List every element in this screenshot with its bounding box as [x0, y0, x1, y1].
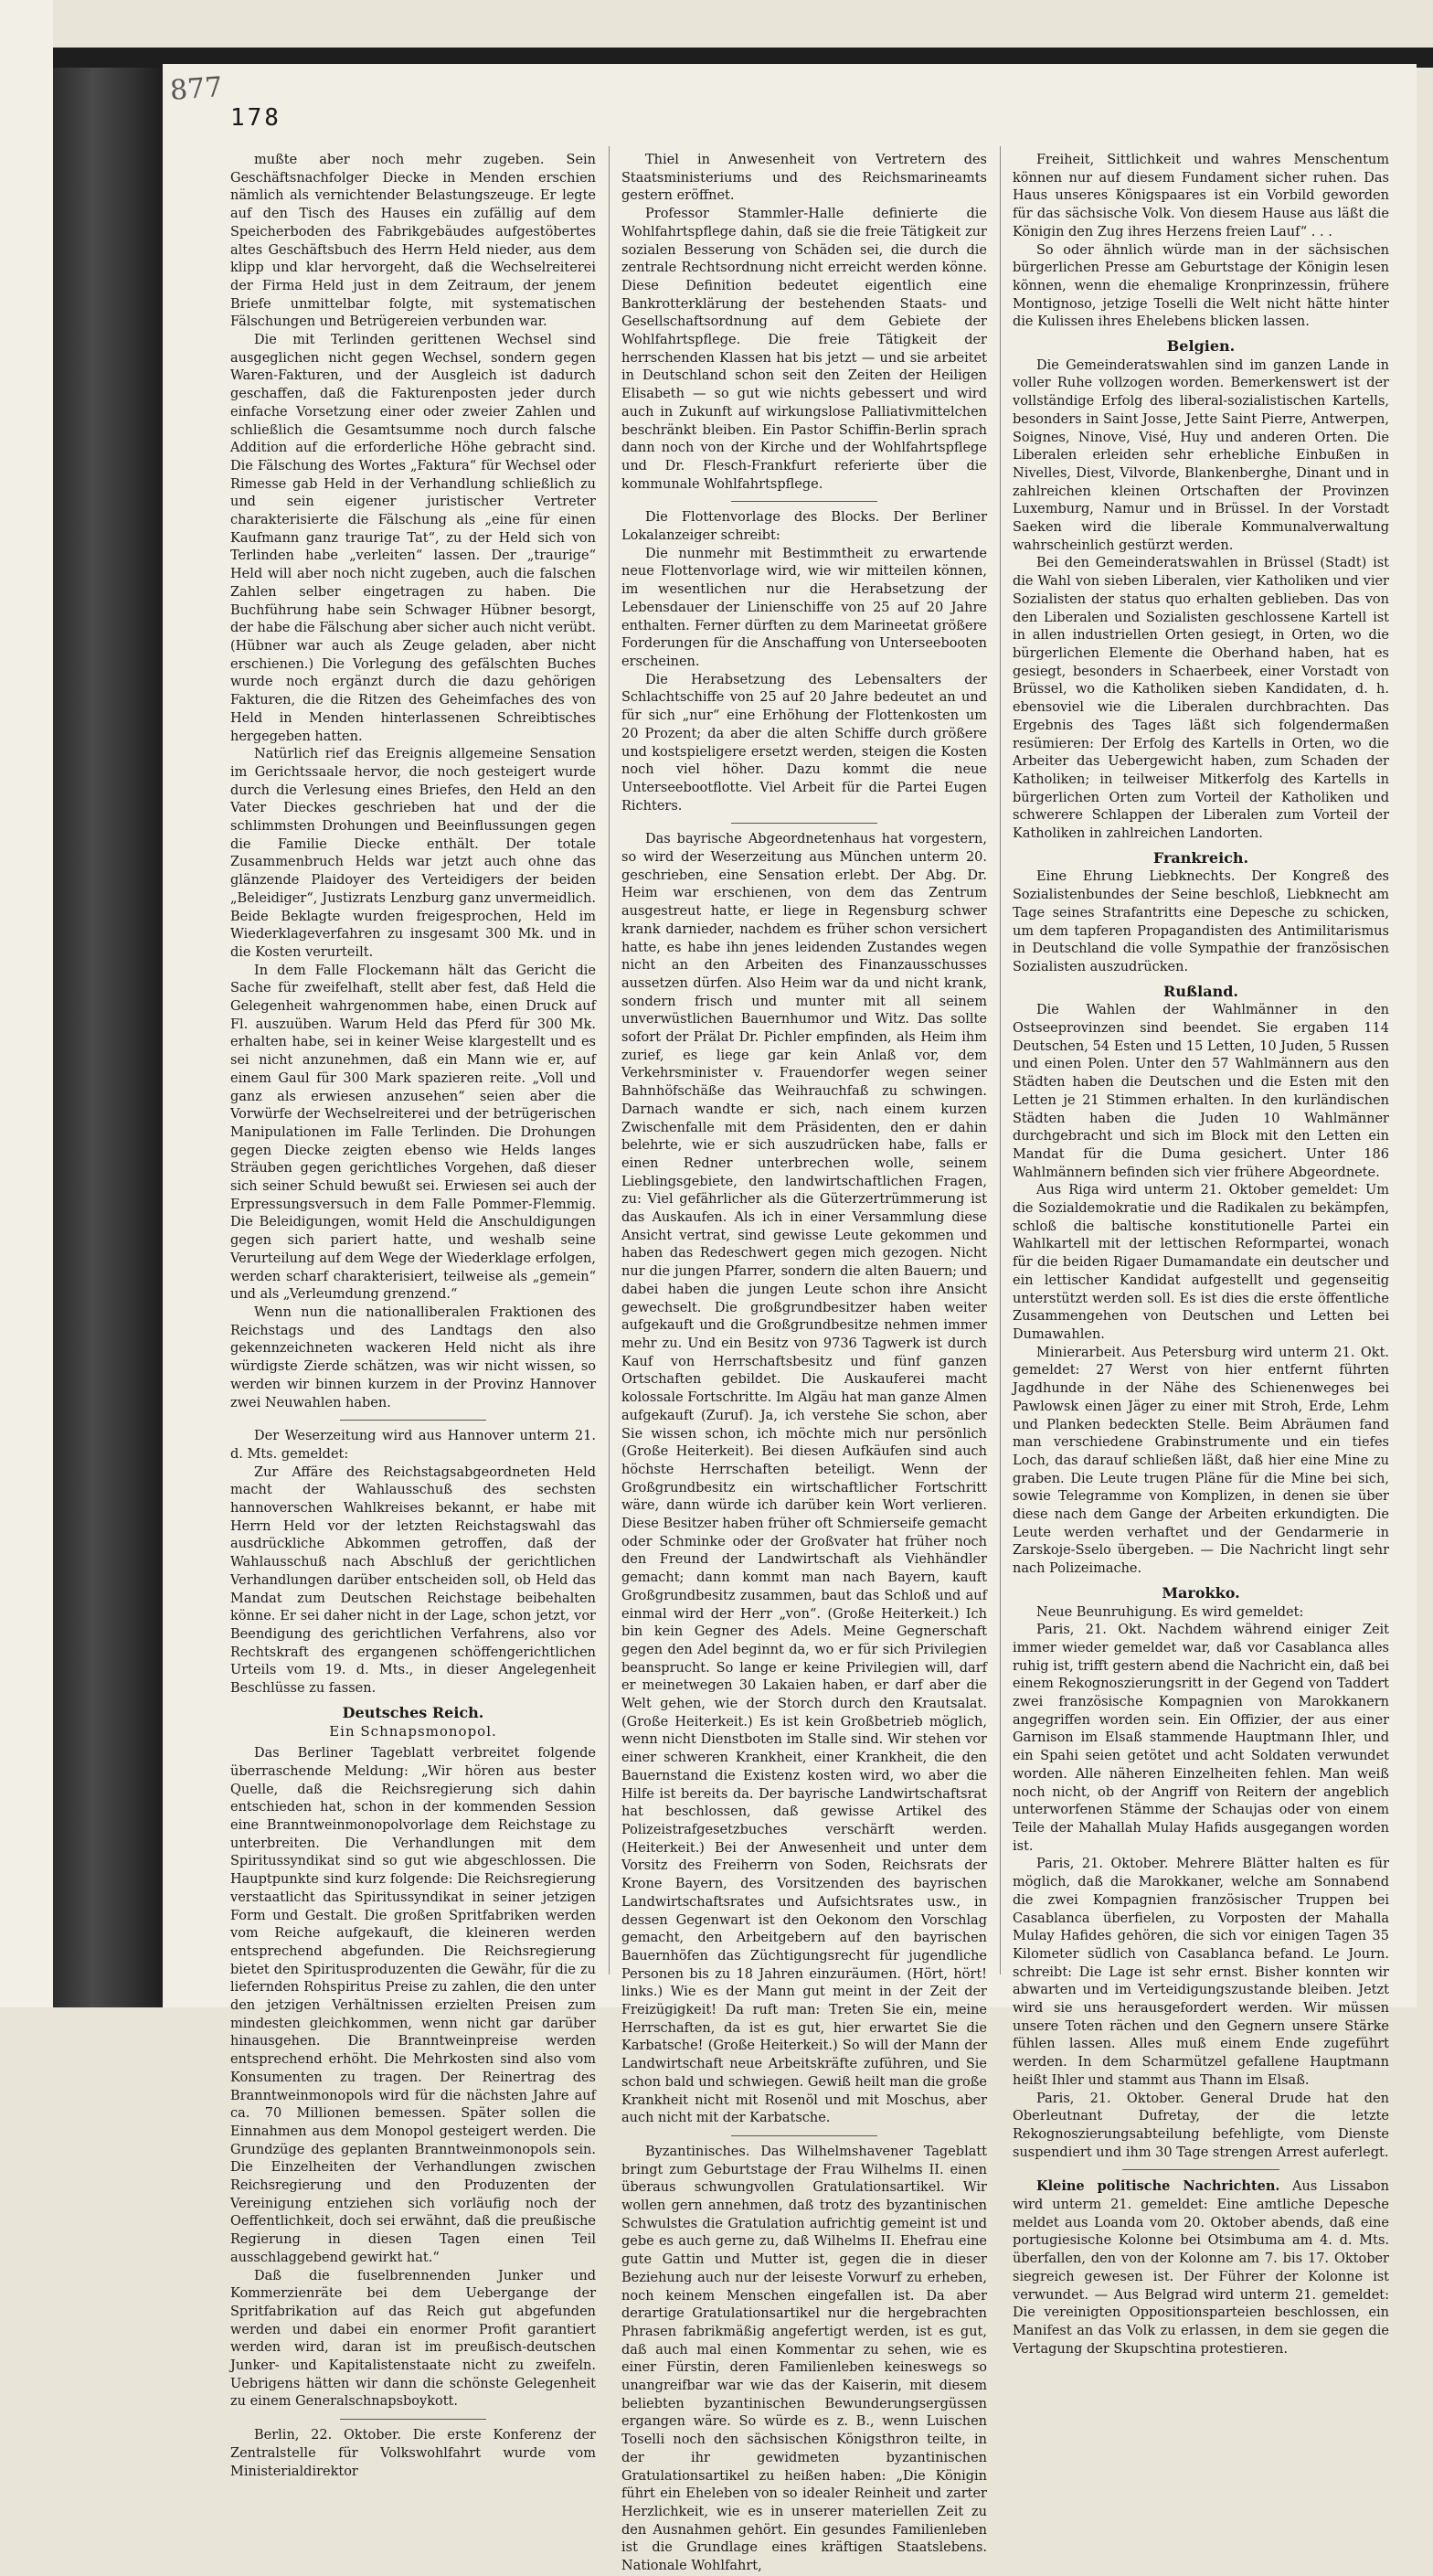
- paragraph: Eine Ehrung Liebknechts. Der Kongreß des Sozialistenbundes der Seine beschloß, Liebknecht am Tage seines Strafantritts eine Depesche zu schicken, um dem tapferen Propagandisten des Antimilitarismus in Deutschland die volle Sympathie der französischen Sozialisten auszudrücken.: [1013, 869, 1389, 974]
- separator: [340, 2419, 486, 2420]
- column-2: [621, 152, 987, 2574]
- paragraph: Die mit Terlinden gerittenen Wechsel sind ausgeglichen nicht gegen Wechsel, sondern gegen Waren-Fakturen, und der Ausgleich ist dadurch geschaffen, daß die Fakturenposten jeder durch einfache Vorsetzung einer oder zweier Zahlen und schließlich die Gesamtsumme noch durch falsche Addition auf die erforderliche Höhe gebracht sind. Die Fälschung des Wortes „Faktura“ für Wechsel oder Rimesse gab Held in der Verhandlung schließlich zu und sein eigener juristischer Vertreter charakterisierte die Fälschung als „eine für einen Kaufmann ganz traurige Tat“, zu der Held sich von Terlinden habe „verleiten“ lassen. Der „traurige“ Held will aber noch nicht zugeben, auch die falschen Zahlen selber eingetragen zu haben. Die Buchführung habe sein Schwager Hübner besorgt, der habe die Fälschung aber sicher auch nicht verübt. (Hübner war auch als Zeuge geladen, aber nicht erschienen.) Die Vorlegung des gefälschten Buches wurde noch ergänzt durch die dazu gehörigen Fakturen, die die Ritzen des Geheimfaches des von Held in Menden hinterlassenen Schreibtisches hergegeben hatten.: [230, 333, 596, 744]
- kleine-nachrichten-text: Aus Lissabon wird unterm 21. gemeldet: Eine amtliche Depesche meldet aus Loanda vom 20. Oktober abends, daß eine portugiesische Kolonne bei Otsimbuma am 4. d. Mts. überfallen, den von der Kolonne am 7. bis 17. Oktober siegreich gewesen ist. Der Führer der Kolonne ist verwundet. — Aus Belgrad wird unterm 21. gemeldet: Die vereinigten Oppositionsparteien beschlossen, ein Manifest an das Volk zu erlassen, in dem sie gegen die Vertagung der Skupschtina protestieren.: [1013, 2179, 1389, 2357]
- section-heading-russland: Rußland.: [1163, 982, 1238, 1000]
- paragraph: Zur Affäre des Reichstagsabgeordneten Held macht der Wahlausschuß des sechsten hannoverschen Wahlkreises bekannt, er habe mit Herrn Held vor der letzten Reichstagswahl das ausdrückliche Abkommen getroffen, daß der Wahlausschuß nach Abschluß der gerichtlichen Verhandlungen darüber entscheiden soll, ob Held das Mandat zum Deutschen Reichstage beibehalten könne. Er sei daher nicht in der Lage, schon jetzt, vor Beendigung des gerichtlichen Verfahrens, also vor Rechtskraft des ergangenen schöffengerichtlichen Urteils vom 19. d. Mts., in dieser Angelegenheit Beschlüsse zu fassen.: [230, 1464, 596, 1697]
- book-spine: [53, 66, 166, 2007]
- section-heading-marokko: Marokko.: [1162, 1583, 1240, 1602]
- paragraph: Minierarbeit. Aus Petersburg wird unterm 21. Okt. gemeldet: 27 Werst von hier entfernt führten Jagdhunde in der Nähe des Schienenweges bei Pawlowsk einen Jäger zu einer mit Stroh, Erde, Lehm und Planken bedeckten Stelle. Beim Abräumen fand man verschiedene Grabinstrumente und ein tiefes Loch, das darauf schließen läßt, daß hier eine Mine zu graben. Die Leute trugen Pläne für die Mine bei sich, sowie Telegramme von Komplizen, in denen sie über diese nach dem Gange der Arbeiten erkundigten. Die Leute werden verhaftet und der Gendarmerie in Zarskoje-Sselo übergeben. — Die Nachricht lingt sehr nach Polizeimache.: [1013, 1345, 1389, 1577]
- paragraph: Daß die fuselbrennenden Junker und Kommerzienräte bei dem Uebergange der Spritfabrikation auf das Reich gut abgefunden werden und dabei ein enormer Profit garantiert werden wird, daran ist im preußisch-deutschen Junker- und Kapitalistenstaate nicht zu zweifeln. Uebrigens hätten wir dann die schönste Gelegenheit zu einem Generalschnapsboykott.: [230, 2268, 596, 2410]
- article-subheading: Ein Schnapsmonopol.: [329, 1723, 497, 1740]
- paragraph: Neue Beunruhigung. Es wird gemeldet:: [1036, 1604, 1304, 1620]
- paragraph-kleine-nachrichten: [1013, 2177, 1389, 2358]
- paragraph: mußte aber noch mehr zugeben. Sein Geschäftsnachfolger Diecke in Menden erschien nämlich als vernichtender Belastungszeuge. Er legte auf den Tisch des Hauses ein zufällig auf dem Speicherboden des Fabrikgebäudes aufgestöbertes altes Geschäftsbuch des Herrn Held nieder, aus dem klipp und klar hervorgeht, daß die Wechselreiterei der Firma Held just in dem Zeitraum, der jenem Briefe unmittelbar folgte, mit systematischen Fälschungen und Betrügereien verbunden war.: [230, 153, 596, 330]
- separator: [340, 1420, 486, 1421]
- paragraph: Natürlich rief das Ereignis allgemeine Sensation im Gerichtssaale hervor, die noch gesteigert wurde durch die Verlesung eines Briefes, den Held an den Vater Dieckes geschrieben hat und der die schlimmsten Drohungen und Beeinflussungen gegen die Familie Diecke enthält. Der totale Zusammenbruch Helds war jetzt auch ohne das glänzende Plaidoyer des Verteidigers der beiden „Beleidiger“, Justizrats Lenzburg ganz unvermeidlich. Beide Beklagte wurden freigesprochen, Held im Wiederklageverfahren zu insgesamt 300 Mk. und in die Kosten verurteilt.: [230, 747, 596, 960]
- paragraph: Paris, 21. Okt. Nachdem während einiger Zeit immer wieder gemeldet war, daß vor Casablanca alles ruhig ist, trifft gestern abend die Nachricht ein, daß bei einem Rekognoszierungsritt in der Gegend von Taddert zwei französische Kompagnien von Marokkanern angegriffen worden sein. Ein Offizier, der aus einer Garnison im Elsaß stammende Hauptmann Ihler, und ein Spahi seien getötet und acht Soldaten verwundet worden. Alle näheren Einzelheiten fehlen. Man weiß noch nicht, ob der Angriff von Reitern der angeblich unterworfenen Stämme der Schaujas oder von einem Teile der Mahallah Mulay Hafids ausgegangen worden ist.: [1013, 1623, 1389, 1854]
- section-heading-frankreich: Frankreich.: [1152, 848, 1249, 867]
- margin-annotation: 877: [168, 71, 224, 107]
- paragraph: Die Flottenvorlage des Blocks. Der Berliner Lokalanzeiger schreibt:: [621, 510, 987, 544]
- separator: [731, 2135, 877, 2136]
- paragraph: Die Herabsetzung des Lebensalters der Schlachtschiffe von 25 auf 20 Jahre bedeutet an und für sich „nur“ eine Erhöhung der Flottenkosten um 20 Prozent; da aber die alten Schiffe durch größere und kostspieligere ersetzt werden, steigen die Kosten noch viel höher. Dazu kommt die neue Unterseebootflotte. Viel Arbeit für die Partei Eugen Richters.: [621, 672, 987, 814]
- column-rule-2: [1000, 146, 1001, 1975]
- paragraph: Byzantinisches. Das Wilhelmshavener Tageblatt bringt zum Geburtstage der Frau Wilhelms II. einen überaus schwungvollen Gratulationsartikel. Wir wollen gern annehmen, daß trotz des byzantinischen Schwulstes die Gratulation aufrichtig gemeint ist und gebe es auch gerne zu, daß Wilhelms II. Ehefrau eine gute Gattin und Mutter ist, gegen die in dieser Beziehung auch nur der leiseste Vorwurf zu erheben, noch keinem Menschen eingefallen ist. Da aber derartige Gratulationsartikel nur die hergebrachten Phrasen fabrikmäßig angefertigt werden, ist es gut, daß auch mal einen Kommentar zu sehen, wie es einer Fürstin, deren Familienleben keineswegs so unangreifbar war wie das der Kaiserin, mit diesem beliebten byzantinischen Bewunderungsergüssen ergangen wäre. So würde es z. B., wenn Luischen Toselli noch den sächsischen Königsthron teilte, in der ihr gewidmeten byzantinischen Gratulationsartikel zu heißen haben: „Die Königin führt ein Eheleben von so idealer Reinheit und zarter Herzlichkeit, wie es in unserer materiellen Zeit zu den Ausnahmen gehört. Ein gesundes Familienleben ist die Grundlage eines kräftigen Staatslebens. Nationale Wohlfahrt,: [621, 2144, 987, 2574]
- paragraph: Das Berliner Tageblatt verbreitet folgende überraschende Meldung: „Wir hören aus bester Quelle, daß die Reichsregierung sich dahin entschieden hat, schon in der kommenden Session eine Branntweinmonopolvorlage dem Reichstage zu unterbreiten. Die Verhandlungen mit dem Spiritussyndikat sind so gut wie abgeschlossen. Die Hauptpunkte sind kurz folgende: Die Reichsregierung verstaatlicht das Spiritussyndikat in seiner jetzigen Form und Gestalt. Die großen Spritfabriken werden vom Reiche aufgekauft, die kleineren werden entsprechend abgefunden. Die Reichsregierung bietet den Spiritusproduzenten die Gewähr, für die zu liefernden Rohspiritus Preise zu zahlen, die den unter den jetzigen Verhältnissen erzielten Preisen zum mindesten gleichkommen, wenn nicht gar darüber hinausgehen. Die Branntweinpreise werden entsprechend erhöht. Die Mehrkosten sind also vom Konsumenten zu tragen. Der Reinertrag des Branntweinmonopols wird für die nächsten Jahre auf ca. 70 Millionen bemessen. Später sollen die Einnahmen aus dem Monopol gesteigert werden. Die Grundzüge des geplanten Branntweinmonopols sein. Die Einzelheiten der Verhandlungen zwischen Reichsregierung und den Produzenten der Vereinigung entziehen sich vorläufig noch der Oeffentlichkeit, doch sei erwähnt, daß die preußische Regierung in diesen Tagen einen Teil ausschlaggebend gewirkt hat.“: [230, 1746, 596, 2265]
- paragraph: Die Gemeinderatswahlen sind im ganzen Lande in voller Ruhe vollzogen worden. Bemerkenswert ist der vollständige Erfolg des liberal-sozialistischen Kartells, besonders in Saint Josse, Jette Saint Pierre, Antwerpen, Soignes, Ninove, Visé, Huy und anderen Orten. Die Liberalen erleiden sehr erhebliche Einbußen in Nivelles, Diest, Vilvorde, Blankenberghe, Dinant und in zahlreichen kleinen Ortschaften der Provinzen Luxemburg, Namur und in Brüssel. In der Vorstadt Saeken wird die liberale Kommunalverwaltung wahrscheinlich gestürzt werden.: [1013, 357, 1389, 553]
- paragraph: Paris, 21. Oktober. General Drude hat den Oberleutnant Dufretay, der die letzte Rekognoszierungsabteilung befehligte, vom Dienste suspendiert und ihm 30 Tage strengen Arrest auferlegt.: [1013, 2091, 1389, 2160]
- kleine-nachrichten-heading: Kleine politische Nachrichten.: [1036, 2178, 1280, 2195]
- column-3: [1013, 152, 1389, 2357]
- section-heading-belgien: Belgien.: [1166, 337, 1236, 356]
- separator: [1122, 2169, 1279, 2170]
- paragraph: Der Weserzeitung wird aus Hannover unterm 21. d. Mts. gemeldet:: [230, 1429, 596, 1462]
- paragraph: Bei den Gemeinderatswahlen in Brüssel (Stadt) ist die Wahl von sieben Liberalen, vier Katholiken und vier Sozialisten der status quo erhalten geblieben. Das von den Liberalen und Sozialisten geschlossene Kartell ist in allen industriellen Orten gesiegt, in Orten, wo die bürgerlichen Elemente die Oberhand haben, hat es gesiegt, besonders in Schaerbeek, einer Vorstadt von Brüssel, wo die Katholiken sieben Kandidaten, d. h. ebensoviel wie die Liberalen durchbrachten. Das Ergebnis des Tages läßt sich folgendermaßen resümieren: Der Erfolg des Kartells in Orten, wo die Arbeiter das Uebergewicht haben, zum Schaden der Katholiken; in teilweiser Mitkerfolg des Kartells in bürgerlichen Orten zum Vorteil der Katholiken und schwerere Schlappen der Liberalen zum Vorteil der Katholiken in zahlreichen Landorten.: [1013, 556, 1389, 842]
- paragraph: In dem Falle Flockemann hält das Gericht die Sache für zweifelhaft, stellt aber fest, daß Held die Gelegenheit wahrgenommen habe, einen Druck auf Fl. auszuüben. Warum Held das Pferd für 300 Mk. erhalten habe, sei in keiner Weise klargestellt und es sei nicht anzunehmen, daß ein Mann wie er, auf einem Gaul für 300 Mark spazieren reite. „Voll und ganz als erwiesen anzusehen“ seien aber die Vorwürfe der Wechselreiterei und der betrügerischen Manipulationen im Falle Terlinden. Die Drohungen gegen Diecke zeigten ebenso wie Helds langes Sträuben gegen gerichtliches Vorgehen, daß dieser sich seiner Schuld bewußt sei. Erwiesen sei auch der Erpressungsversuch in dem Falle Pommer-Flemmig. Die Beleidigungen, womit Held die Anschuldigungen gegen sich pariert hatte, und weshalb seine Verurteilung auf dem Wege der Wiederklage erfolgen, werden scharf charakterisiert, teilweise als „gemein“ und als „Verleumdung grenzend.“: [230, 963, 596, 1303]
- page-number: 178: [230, 104, 281, 132]
- paragraph: Wenn nun die nationalliberalen Fraktionen des Reichstags und des Landtags den also gekennzeichneten wackeren Held nicht als ihre würdigste Zierde schätzen, was wir nicht wissen, so werden wir binnen kurzem in der Provinz Hannover zwei Neuwahlen haben.: [230, 1305, 596, 1410]
- paragraph: Paris, 21. Oktober. Mehrere Blätter halten es für möglich, daß die Marokkaner, welche am Sonnabend die zwei Kompagnien französischer Truppen bei Casablanca überfielen, zu Vorposten der Mahalla Mulay Hafides gehören, die sich vor einigen Tagen 35 Kilometer südlich von Casablanca befand. Le Journ. schreibt: Die Lage ist sehr ernst. Bisher konnten wir abwarten und im Verteidigungszustande bleiben. Jetzt wird sie uns herausgefordert werden. Wir müssen unsere Toten rächen und den Gegnern unsere Stärke fühlen lassen. Alles muß einem Ende zugeführt werden. In dem Scharmützel gefallene Hauptmann heißt Ihler und stammt aus Thann im Elsaß.: [1013, 1857, 1389, 2088]
- section-heading-deutsches-reich: Deutsches Reich.: [342, 1703, 484, 1721]
- paragraph: Aus Riga wird unterm 21. Oktober gemeldet: Um die Sozialdemokratie und die Radikalen zu bekämpfen, schloß die baltische konstitutionelle Partei ein Wahlkartell mit der lettischen Reformpartei, wonach für die beiden Rigaer Dumamandate ein deutscher und ein lettischer Kandidat aufgestellt und gegenseitig unterstützt werden soll. Es ist dies die erste öffentliche Zusammengehen von Deutschen und Letten bei Dumawahlen.: [1013, 1183, 1389, 1342]
- paragraph: Die nunmehr mit Bestimmtheit zu erwartende neue Flottenvorlage wird, wie wir mitteilen können, im wesentlichen nur die Herabsetzung der Lebensdauer der Linienschiffe von 25 auf 20 Jahre enthalten. Ferner dürften zu dem Marineetat größere Forderungen für die Anschaffung von Unterseebooten erscheinen.: [621, 546, 987, 669]
- paragraph: Thiel in Anwesenheit von Vertretern des Staatsministeriums und des Reichsmarineamts gestern eröffnet.: [621, 153, 987, 204]
- paragraph: So oder ähnlich würde man in der sächsischen bürgerlichen Presse am Geburtstage der Königin lesen können, wenn die ehemalige Kronprinzessin, frühere Montignoso, jetzige Toselli die Welt nicht hätte hinter die Kulissen ihres Ehelebens blicken lassen.: [1013, 242, 1389, 330]
- column-rule-1: [609, 146, 610, 1975]
- column-1: [230, 152, 596, 2479]
- paragraph: Die Wahlen der Wahlmänner in den Ostseeprovinzen sind beendet. Sie ergaben 114 Deutschen, 54 Esten und 15 Letten, 10 Juden, 5 Russen und einen Polen. Unter den 57 Wahlmännern aus den Städten haben die Deutschen und die Esten mit den Letten je 21 Stimmen erhalten. In den kurländischen Städten haben die Juden 10 Wahlmänner durchgebracht und sich im Block mit den Letten ein Mandat für die Duma gesichert. Unter 186 Wahlmännern befinden sich vier frühere Abgeordnete.: [1013, 1003, 1389, 1180]
- paragraph: Freiheit, Sittlichkeit und wahres Menschentum können nur auf diesem Fundament sicher ruhen. Das Haus unseres Königspaares ist ein Vorbild geworden für das sächsische Volk. Von diesem Hause aus läßt die Königin den Zug ihres Herzens freien Lauf“ . . .: [1013, 153, 1389, 240]
- paragraph: Das bayrische Abgeordnetenhaus hat vorgestern, so wird der Weserzeitung aus München unterm 20. geschrieben, eine Sensation erlebt. Der Abg. Dr. Heim war erschienen, von dem das Zentrum ausgestreut hatte, er liege in Regensburg schwer krank darnieder, nachdem es früher schon versichert hatte, es habe ihn jenes leidenden Zustandes wegen nicht an den Arbeiten des Finanzausschusses aussetzen dürfen. Also Heim war da und nicht krank, sondern frisch und munter mit all seinem unverwüstlichen Bauernhumor und Witz. Das sollte sofort der Prälat Dr. Pichler empfinden, als Heim ihm zurief, es liege gar kein Anlaß vor, dem Verkehrsminister v. Frauendorfer wegen seiner Bahnhöfschäße das Weihrauchfaß zu schwingen. Darnach wandte er sich, nach einem kurzen Zwischenfalle mit dem Präsidenten, den er dahin belehrte, wie er sich auszudrücken habe, falls er einen Redner unterbrechen wolle, seinem Lieblingsgebiete, den landwirtschaftlichen Fragen, zu: Viel gefährlicher als die Güterzertrümmerung ist das Auskaufen. Als ich in einer Versammlung diese Ansicht vertrat, sind gewisse Leute gekommen und haben das Redeschwert gegen mich gezogen. Nicht nur die jungen Pfarrer, sondern die alten Bauern; und dabei haben die jungen Leute schon ihre Ansicht gewechselt. Die großgrundbesitzer haben weiter aufgekauft und die Großgrundbesitze nehmen immer mehr zu. Und ein Besitz von 9736 Tagwerk ist durch Kauf von Herrschaftsbesitz und fünf ganzen Ortschaften gebildet. Die Auskauferei macht kolossale Fortschritte. Im Algäu hat man ganze Almen aufgekauft (Zuruf). Ja, ich verstehe Sie schon, aber Sie wissen schon, ich möchte mich nur persönlich (Große Heiterkeit). Bei diesen Aufkäufen sind auch höchste Herrschaften beteiligt. Wenn der Großgrundbesitz ein wirtschaftlicher Fortschritt wäre, dann würde ich darüber kein Wort verlieren. Diese Besitzer haben früher oft Schmierseife gemacht oder Schminke oder der Großvater hat früher noch den Freund der Landwirtschaft als Viehhändler gemacht; dann kommt man nach Bayern, kauft Großgrundbesitz zusammen, baut das Schloß und auf einmal wird der Herr „von“. (Große Heiterkeit.) Ich bin kein Gegner des Adels. Meine Gegnerschaft gegen den Adel beginnt da, wo er für sich Privilegien beansprucht. So lange er keine Privilegien will, darf er meinetwegen 30 Lakaien haben, er darf aber die Welt gehen, wie der Storch durch den Krautsalat. (Große Heiterkeit.) Es ist kein Großbetrieb möglich, wenn nicht Dienstboten im Stalle sind. Wir stehen vor einer schweren Krankheit, einer Krankheit, die den Bauernstand die Existenz kosten wird, wo aber die Hilfe ist bereits da. Der bayrische Landwirtschaftsrat hat beschlossen, daß gewisse Artikel des Polizeistrafgesetzbuches verschärft werden. (Heiterkeit.) Bei der Anwesenheit und unter dem Vorsitz des Freiherrn von Soden, Reichsrats der Krone Bayern, des Vorsitzenden des bayrischen Landwirtschaftsrates und Aufsichtsrates usw., in dessen Gegenwart ist den Oekonom den Vorschlag gemacht, den Arbeitgebern auf den bayrischen Bauernhöfen das Züchtigungsrecht für jugendliche Personen bis zu 18 Jahren einzuräumen. (Hört, hört! links.) Wie es der Mann gut meint in der Zeit der Freizügigkeit! Da ruft man: Treten Sie ein, meine Herrschaften, da ist es gut, hier erwartet Sie die Karbatsche! (Große Heiterkeit.) So will der Mann der Landwirtschaft neue Arbeitskräfte zuführen, und Sie schon bald und schwiegen. Gewiß heilt man die große Krankheit nicht mit Rosenöl und mit Moschus, aber auch nicht mit der Karbatsche.: [621, 832, 987, 2126]
- separator: [731, 823, 877, 824]
- separator: [731, 501, 877, 502]
- binding-margin: [0, 0, 53, 2007]
- paragraph: Professor Stammler-Halle definierte die Wohlfahrtspflege dahin, daß sie die freie Tätigkeit zur sozialen Besserung von Schäden sei, die durch die zentrale Rechtsordnung nicht erreicht werden könne. Diese Definition bedeutet eigentlich eine Bankrotterklärung der bestehenden Staats- und Gesellschaftsordnung auf dem Gebiete der Wohlfahrtspflege. Die freie Tätigkeit der herrschenden Klassen hat bis jetzt — und sie arbeitet in Deutschland schon seit den Zeiten der Heiligen Elisabeth — so gut wie nichts gebessert und wird auch in Zukunft auf wirkungslose Palliativmittelchen beschränkt bleiben. Ein Pastor Schiffin-Berlin sprach dann noch von der Kirche und der Wohlfahrtspflege und Dr. Flesch-Frankfurt referierte über die kommunale Wohlfahrtspflege.: [621, 207, 987, 492]
- paragraph: Berlin, 22. Oktober. Die erste Konferenz der Zentralstelle für Volkswohlfahrt wurde vom Ministerialdirektor: [230, 2428, 596, 2479]
